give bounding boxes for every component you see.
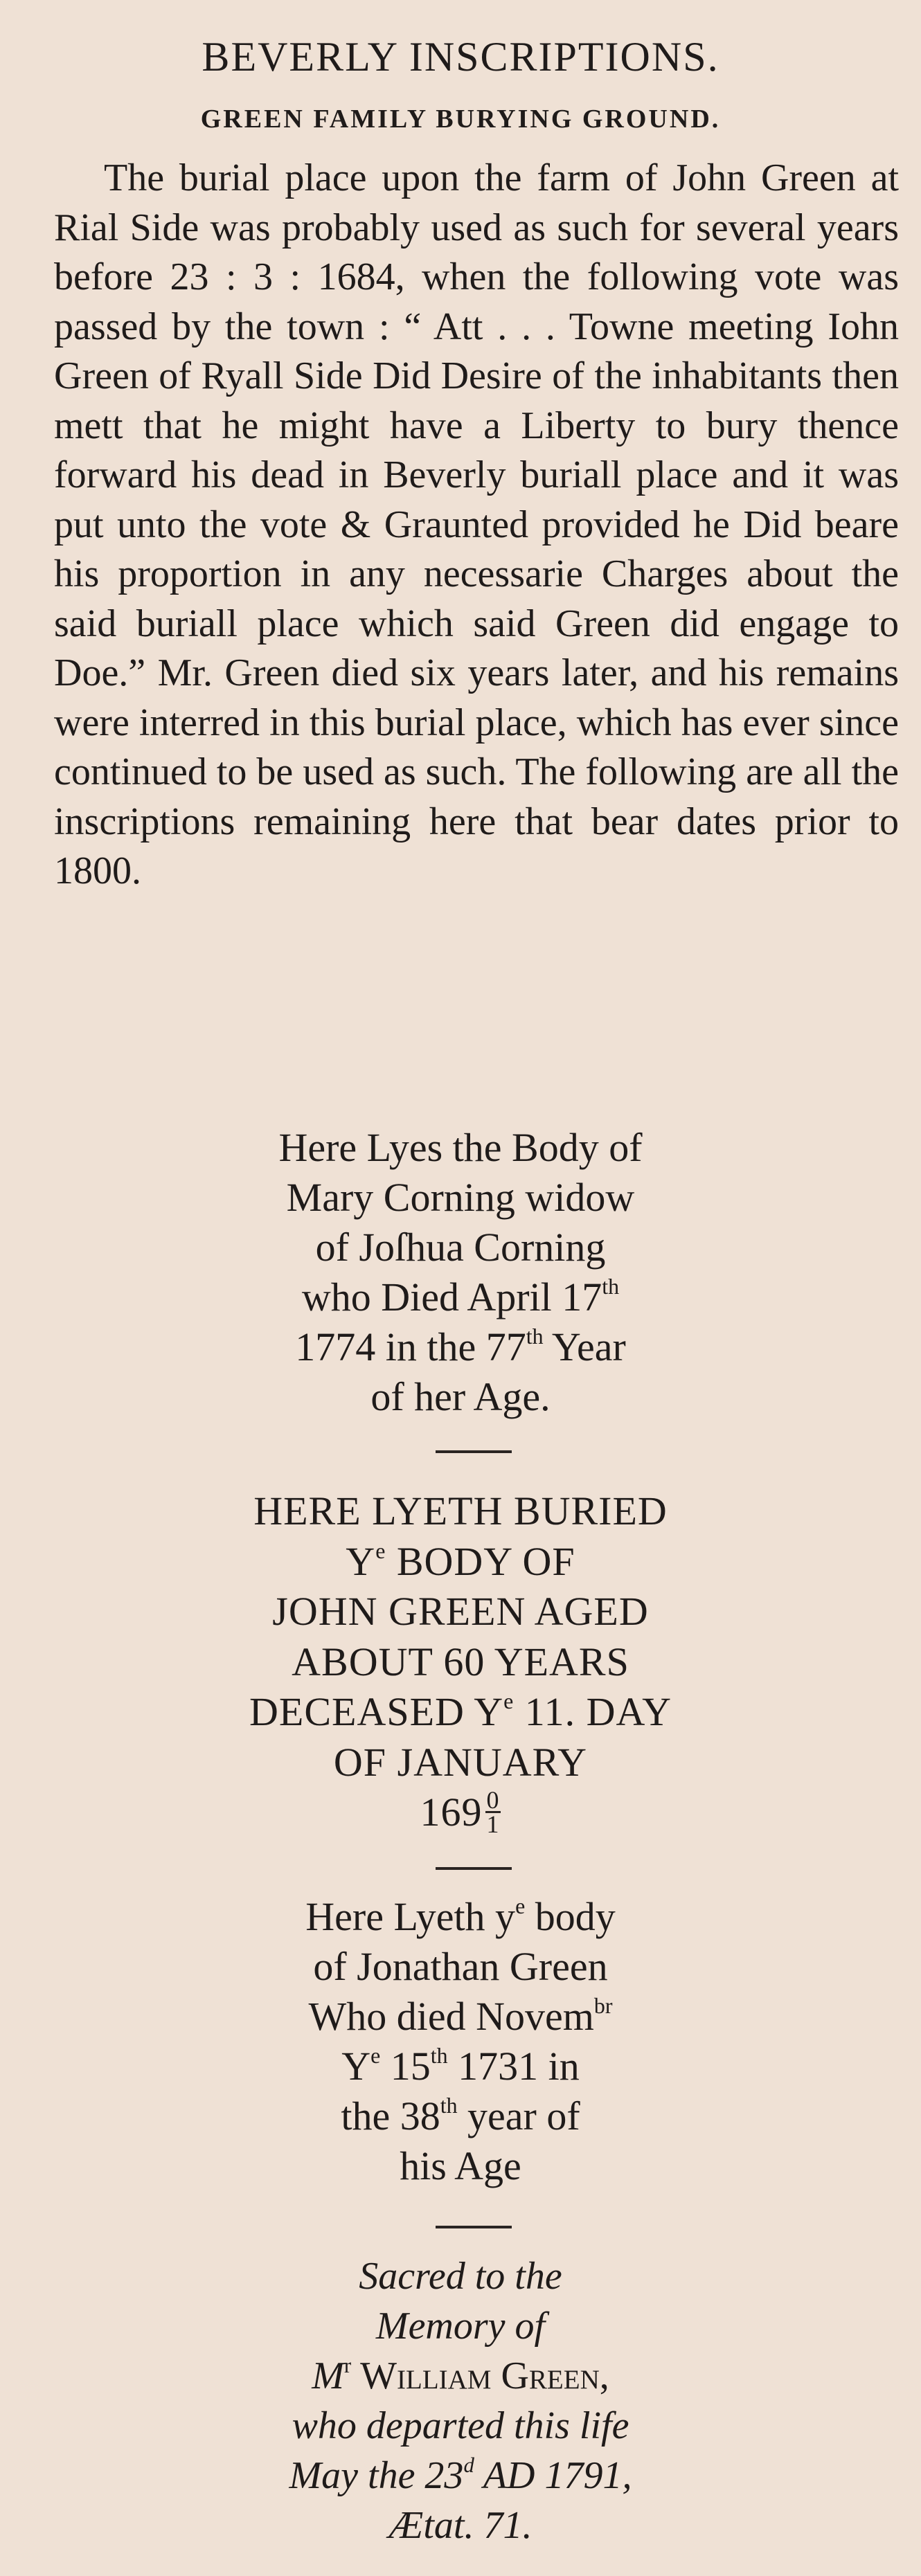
- inscription-line: ABOUT 60 YEARS: [292, 1639, 629, 1684]
- inscription-text: Year: [543, 1324, 626, 1369]
- superscript: br: [593, 1994, 613, 2019]
- inscription-text: AD 1791,: [474, 2454, 632, 2497]
- inscription-text: May the 23: [289, 2454, 464, 2497]
- page-title: BEVERLY INSCRIPTIONS.: [202, 34, 719, 80]
- inscription-text: body: [525, 1894, 616, 1939]
- inscription-year: 169: [420, 1790, 483, 1835]
- inscription-text: 15: [380, 2044, 431, 2089]
- inscription-text: Here Lyeth y: [305, 1894, 516, 1939]
- intro-paragraph: The burial place upon the farm of John Green at Rial Side was probably used as such for several years before 23 : 3 : 1684, when the following vote was passed by the town : “ Att . . . Towne meeting Iohn Green of Ryall Side Did Desire of the inhabitants then mett that he might have a Liberty to bury thence forward his dead in Beverly buriall place and it was put unto the vote & Graunted provided he Did beare his proportion in any necessarie Charges about the said buriall place which said Green did engage to Doe.” Mr. Green died six years later, and his remains were interred in this burial place, which has ever since continued to be used as such. The following are all the inscriptions remaining here that bear dates prior to 1800.: [54, 156, 899, 892]
- inscription-line: [0, 1892, 921, 1942]
- inscription-john-green: [0, 1486, 921, 1840]
- inscription-name: William Green,: [351, 2354, 609, 2397]
- fraction-numerator: 0: [486, 1785, 500, 1814]
- inscription-text: 1774 in the 77: [295, 1324, 526, 1369]
- inscription-line: [0, 2351, 921, 2401]
- inscription-line: Sacred to the: [359, 2255, 562, 2298]
- inscription-line: his Age: [400, 2143, 521, 2188]
- inscription-line: [0, 2042, 921, 2091]
- inscription-line: who departed this life: [292, 2404, 629, 2447]
- inscription-text: DECEASED Y: [249, 1689, 504, 1734]
- inscription-text: the 38: [341, 2093, 440, 2138]
- superscript: e: [375, 1538, 386, 1563]
- inscription-line: [0, 2451, 921, 2501]
- inscription-text: BODY OF: [386, 1538, 575, 1584]
- inscription-line: HERE LYETH BURIED: [253, 1488, 668, 1533]
- inscription-line: Mary Corning widow: [286, 1175, 635, 1220]
- year-fraction: [485, 1785, 501, 1839]
- inscription-line: JOHN GREEN AGED: [272, 1589, 649, 1634]
- inscription-line: [0, 2091, 921, 2141]
- inscription-line: [0, 1992, 921, 2042]
- superscript: th: [440, 2093, 458, 2118]
- inscription-line: of her Age.: [370, 1374, 551, 1419]
- inscription-text: who Died April 17: [301, 1275, 602, 1319]
- divider-rule: [436, 2226, 512, 2228]
- page-subtitle: GREEN FAMILY BURYING GROUND.: [200, 105, 721, 134]
- fraction-denominator: 1: [486, 1810, 500, 1839]
- superscript: th: [430, 2044, 448, 2069]
- inscription-line: [0, 1322, 921, 1372]
- inscription-line: OF JANUARY: [333, 1739, 588, 1785]
- inscription-william-green: [0, 2251, 921, 2550]
- inscription-line: Memory of: [375, 2305, 546, 2348]
- superscript: e: [503, 1689, 515, 1714]
- superscript: e: [370, 2044, 381, 2069]
- inscription-text: Y: [346, 1538, 376, 1584]
- superscript: r: [343, 2353, 352, 2377]
- divider-rule: [436, 1450, 512, 1453]
- superscript: th: [526, 1324, 544, 1349]
- inscription-line: [0, 1537, 921, 1587]
- inscription-text: Who died Novem: [308, 1994, 594, 2039]
- inscription-mary-corning: [0, 1123, 921, 1422]
- inscription-line: [0, 1272, 921, 1322]
- inscription-text: Y: [341, 2044, 371, 2089]
- inscription-line: [0, 1687, 921, 1738]
- inscription-line: of Joſhua Corning: [315, 1225, 606, 1270]
- inscription-text: 11. DAY: [514, 1689, 672, 1734]
- superscript: e: [515, 1894, 526, 1919]
- inscription-jonathan-green: [0, 1892, 921, 2191]
- superscript: d: [463, 2453, 474, 2477]
- inscription-line: of Jonathan Green: [313, 1944, 608, 1989]
- inscription-line: Here Lyes the Body of: [278, 1125, 643, 1170]
- inscription-text: M: [312, 2354, 344, 2397]
- divider-rule: [436, 1867, 512, 1870]
- inscription-line: [0, 1787, 921, 1840]
- superscript: th: [602, 1275, 620, 1299]
- inscription-text: year of: [457, 2093, 580, 2138]
- inscription-text: 1731 in: [447, 2044, 580, 2089]
- inscription-line: Ætat. 71.: [388, 2504, 533, 2547]
